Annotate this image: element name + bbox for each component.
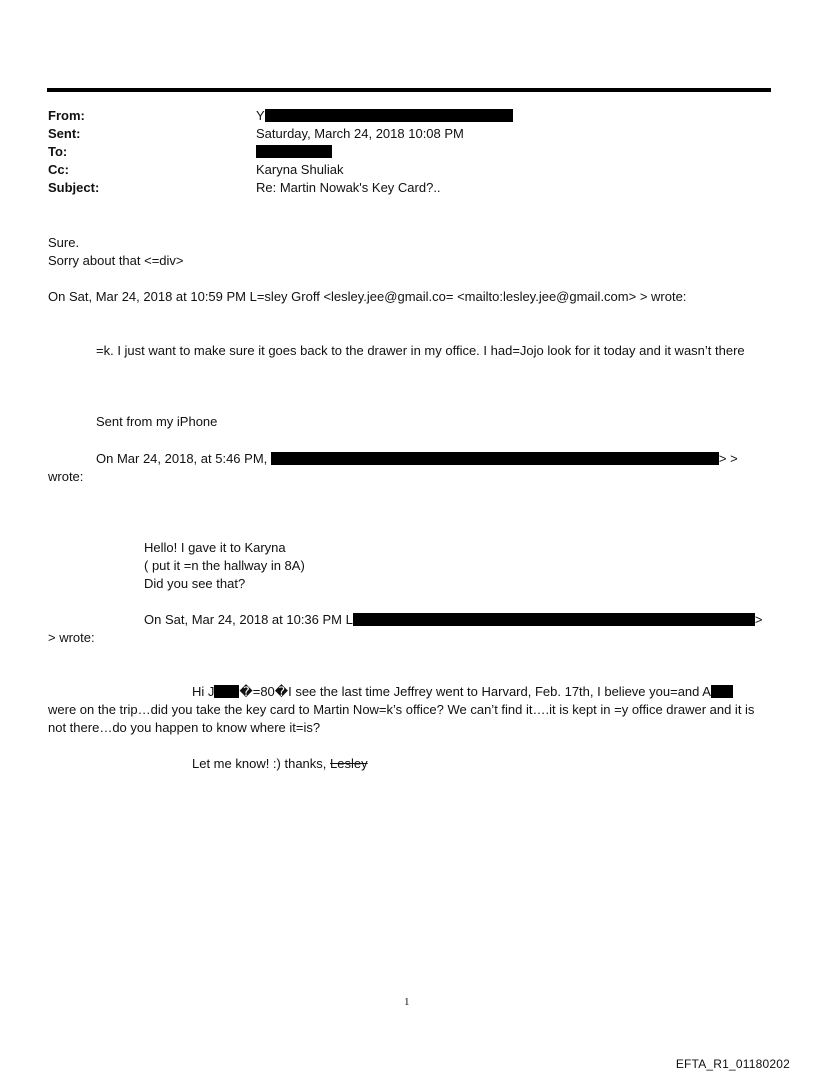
quote3-header xyxy=(144,611,762,629)
quote3-wrote: > wrote: xyxy=(48,630,95,645)
redaction-box xyxy=(265,109,513,122)
message-first-line xyxy=(192,683,733,701)
quote1-header: On Sat, Mar 24, 2018 at 10:59 PM L=sley Groff <lesley.jee@gmail.co= <mailto:lesley.jee@gmail.com> > wrote: xyxy=(48,289,687,304)
quote3-header-start: On Sat, Mar 24, 2018 at 10:36 PM L xyxy=(144,612,353,627)
subject-label: Subject: xyxy=(48,180,100,195)
cc-value: Karyna Shuliak xyxy=(256,162,344,177)
sent-from-line: Sent from my iPhone xyxy=(96,414,218,429)
subject-value: Re: Martin Nowak's Key Card?.. xyxy=(256,180,441,195)
body-line-sorry: Sorry about that <=div> xyxy=(48,253,184,268)
message-body: were on the trip…did you take the key card to Martin Now=k’s office? We can’t find it….it is kept in =y office drawer and it is not there…do you happen to know where it=is? xyxy=(48,702,755,735)
reply-line-3: Did you see that? xyxy=(144,576,246,591)
from-label: From: xyxy=(48,108,85,123)
signoff-name: Lesley xyxy=(330,756,368,771)
to-label: To: xyxy=(48,144,68,159)
quote3-header-end: > xyxy=(754,612,763,627)
header-rule xyxy=(47,88,771,92)
sent-label: Sent: xyxy=(48,126,81,141)
redaction-box xyxy=(214,685,239,698)
document-id: EFTA_R1_01180202 xyxy=(675,1057,790,1071)
cc-label: Cc: xyxy=(48,162,69,177)
signoff-text: Let me know! :) thanks, xyxy=(192,756,327,771)
signoff-line xyxy=(192,755,368,773)
redaction-box xyxy=(271,452,719,465)
reply-line-2: ( put it =n the hallway in 8A) xyxy=(144,558,305,573)
to-value xyxy=(256,143,332,161)
page-number: 1 xyxy=(404,996,410,1008)
from-text: Y xyxy=(256,108,265,123)
message-code: �=80�I see the last time Jeffrey went to Harvard, Feb. 17th, I believe you=and A xyxy=(239,684,711,699)
redaction-box xyxy=(711,685,733,698)
reply-line-1: Hello! I gave it to Karyna xyxy=(144,540,286,555)
sent-value: Saturday, March 24, 2018 10:08 PM xyxy=(256,126,464,141)
from-value xyxy=(256,107,513,125)
redaction-box xyxy=(353,613,755,626)
quote1-text: =k. I just want to make sure it goes back to the drawer in my office. I had=Jojo look for it today and it wasn’t there xyxy=(96,343,745,358)
message-greeting: Hi J xyxy=(192,684,215,699)
body-line-sure: Sure. xyxy=(48,235,80,250)
quote2-header xyxy=(96,450,738,468)
quote2-wrote: wrote: xyxy=(48,469,84,484)
quote2-header-end: > > xyxy=(718,451,738,466)
quote2-header-start: On Mar 24, 2018, at 5:46 PM, xyxy=(96,451,268,466)
redaction-box xyxy=(256,145,332,158)
